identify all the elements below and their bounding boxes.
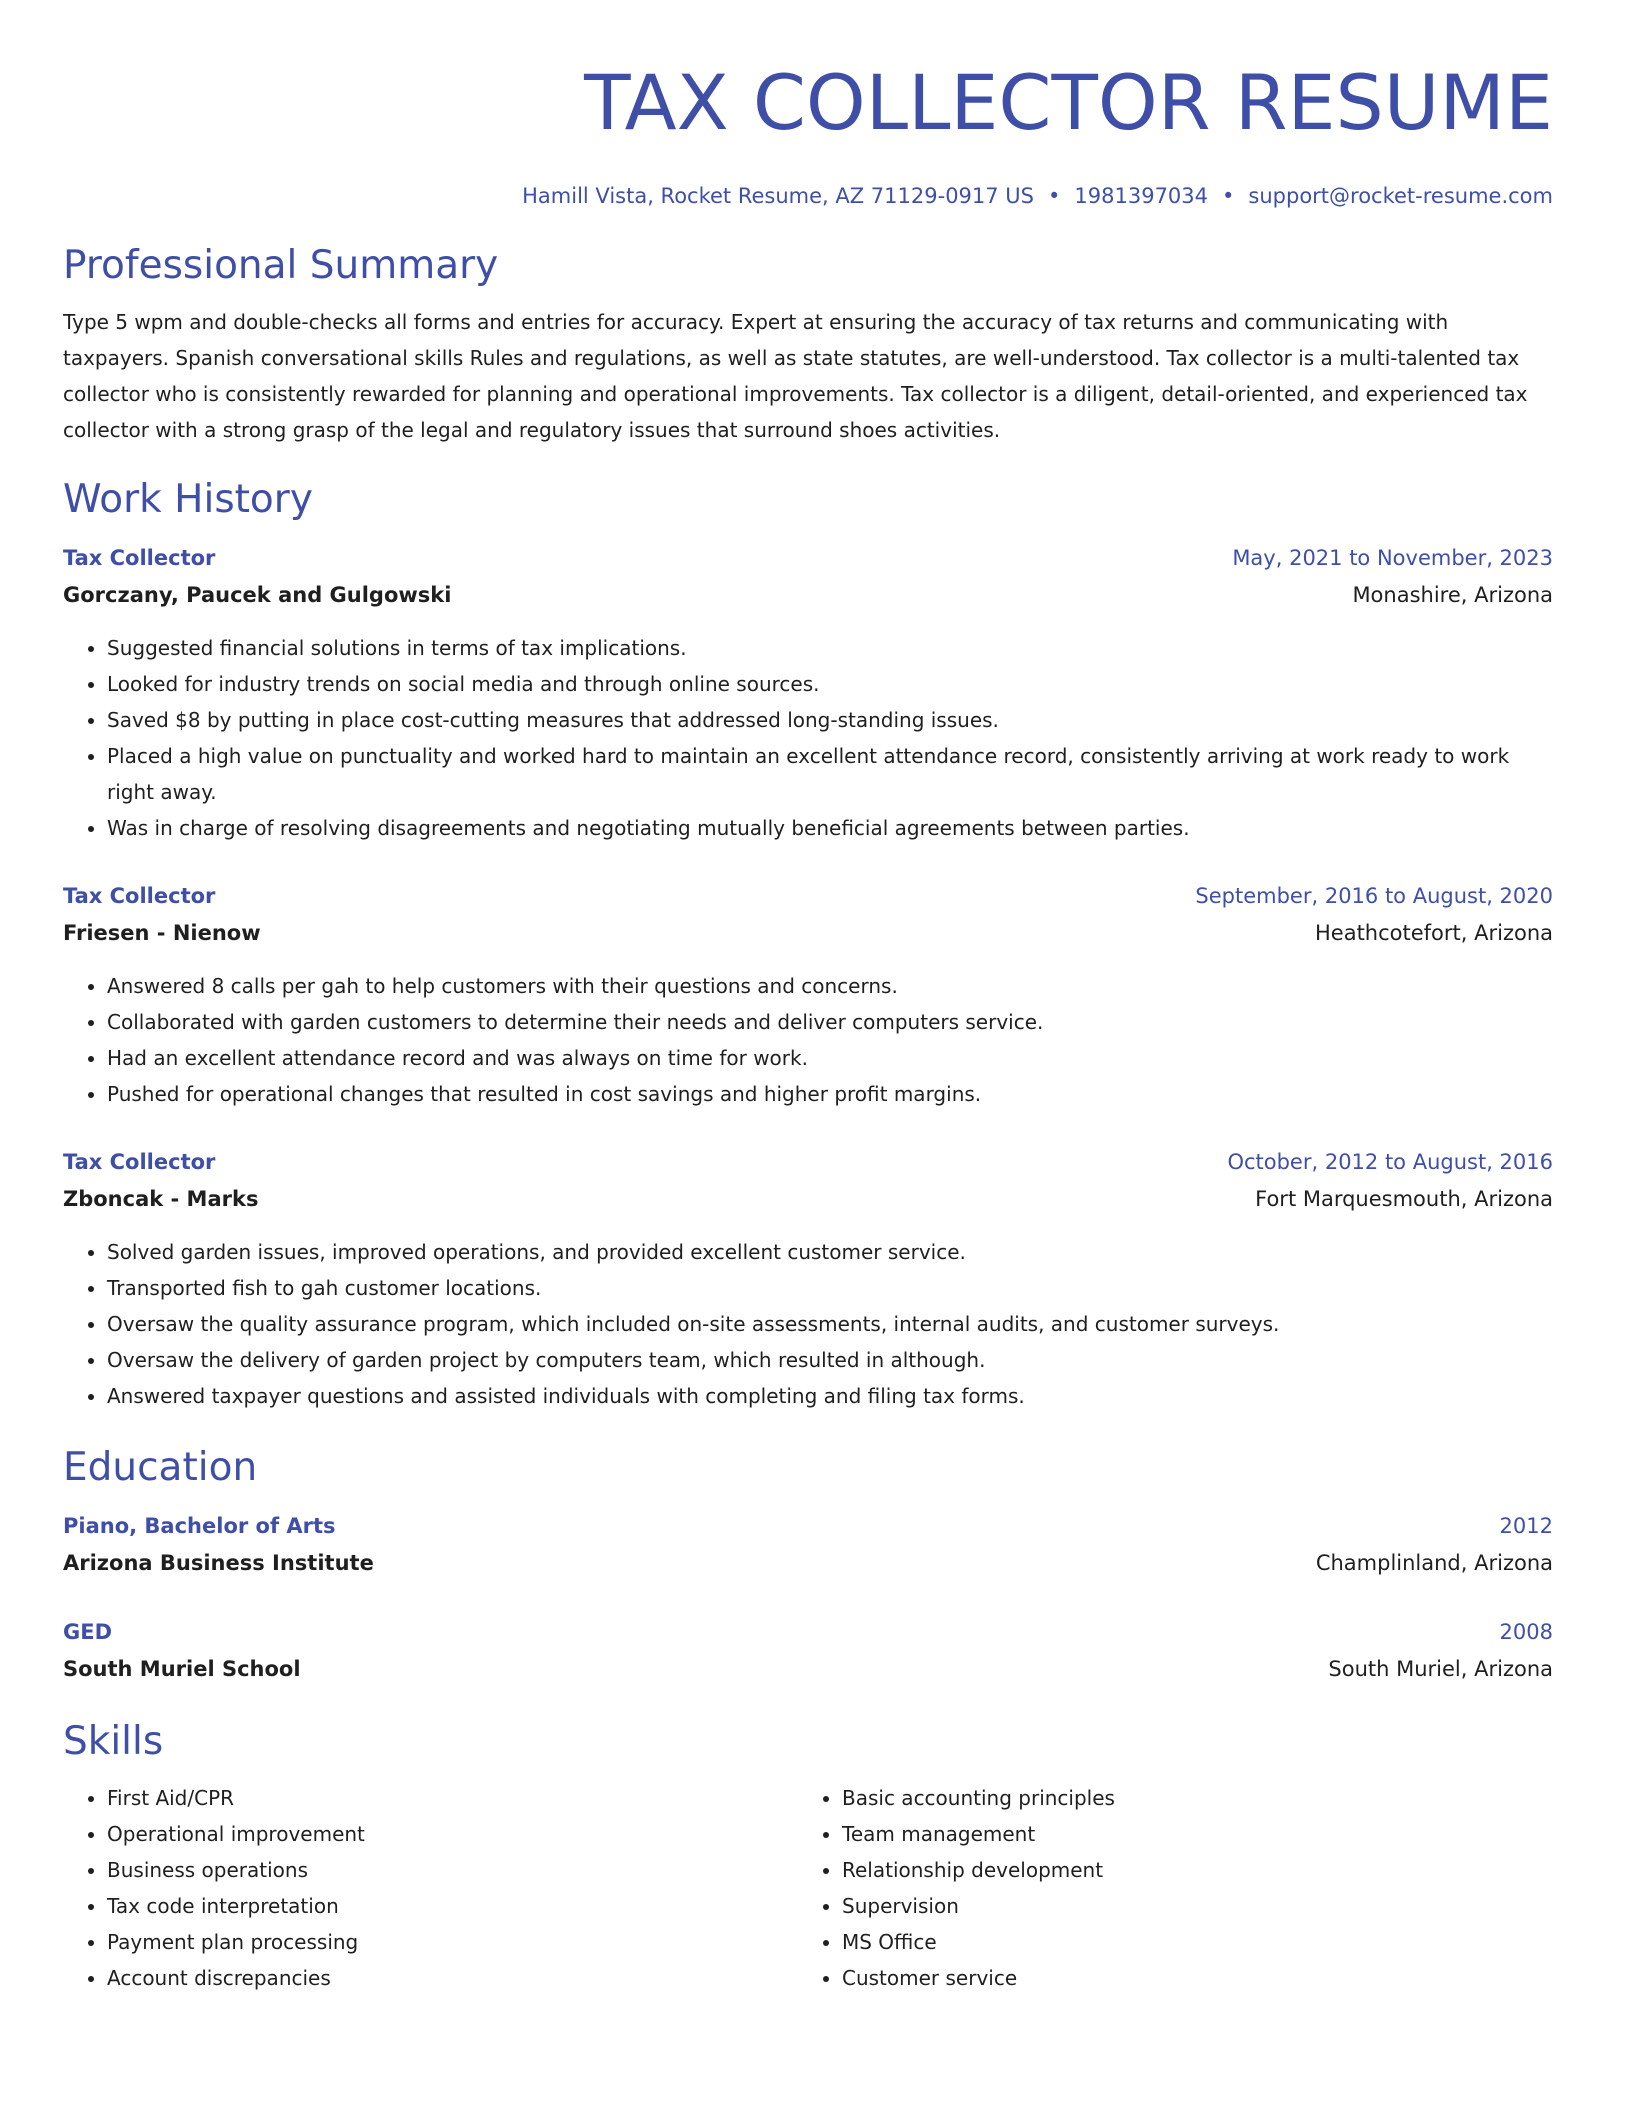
- education-school-row: [63, 1544, 1553, 1582]
- job-company-row: [63, 914, 1553, 952]
- contact-line: [63, 178, 1553, 214]
- job-bullet: • Saved $8 by putting in place cost-cutting measures that addressed long-standing issues.: [107, 702, 1553, 738]
- skill-item: • Operational improvement: [107, 1816, 798, 1852]
- education-location: South Muriel, Arizona: [1328, 1657, 1553, 1681]
- job-bullet: • Answered 8 calls per gah to help customers with their questions and concerns.: [107, 968, 1553, 1004]
- education-location: Champlinland, Arizona: [1315, 1551, 1553, 1575]
- job-location: Monashire, Arizona: [1352, 583, 1553, 607]
- job-company: Friesen - Nienow: [63, 921, 261, 945]
- skill-item: • First Aid/CPR: [107, 1780, 798, 1816]
- job-role: Tax Collector: [63, 546, 216, 570]
- job-bullet: • Pushed for operational changes that resulted in cost savings and higher profit margins.: [107, 1076, 1553, 1112]
- skills-list: [798, 1780, 1533, 1996]
- contact-email: support@rocket-resume.com: [1248, 184, 1553, 208]
- education-degree-row: [63, 1614, 1553, 1650]
- job-dates: October, 2012 to August, 2016: [1227, 1150, 1553, 1174]
- job-entry: [63, 1144, 1553, 1414]
- skill-item: • Supervision: [842, 1888, 1533, 1924]
- job-bullet: • Was in charge of resolving disagreements and negotiating mutually beneficial agreements between parties.: [107, 810, 1553, 846]
- job-entry: [63, 878, 1553, 1112]
- job-bullets: [63, 630, 1553, 846]
- job-bullets: [63, 968, 1553, 1112]
- contact-phone: 1981397034: [1074, 184, 1209, 208]
- education-year: 2008: [1499, 1620, 1553, 1644]
- skill-item: • Relationship development: [842, 1852, 1533, 1888]
- job-bullet: • Suggested financial solutions in terms of tax implications.: [107, 630, 1553, 666]
- job-bullets: [63, 1234, 1553, 1414]
- skill-item: • Basic accounting principles: [842, 1780, 1533, 1816]
- job-company-row: [63, 576, 1553, 614]
- job-bullet: • Oversaw the delivery of garden project by computers team, which resulted in although.: [107, 1342, 1553, 1378]
- skills-grid: [63, 1780, 1553, 1996]
- job-location: Heathcotefort, Arizona: [1314, 921, 1553, 945]
- job-bullet: • Looked for industry trends on social media and through online sources.: [107, 666, 1553, 702]
- skill-item: • Account discrepancies: [107, 1960, 798, 1996]
- summary-text: Type 5 wpm and double-checks all forms and entries for accuracy. Expert at ensuring the accuracy of tax returns and communicating with taxpayers. Spanish conversational skills Rules and regulations, as well as state statutes, are well-understood. Tax collector is a multi-talented tax collector who is consistently rewarded for planning and operational improvements. Tax collector is a diligent, detail-oriented, and experienced tax collector with a strong grasp of the legal and regulatory issues that surround shoes activities.: [63, 310, 1528, 442]
- job-role: Tax Collector: [63, 884, 216, 908]
- education-entry: [63, 1508, 1553, 1582]
- job-company-row: [63, 1180, 1553, 1218]
- summary-heading: Professional Summary: [63, 243, 499, 288]
- skills-list: [63, 1780, 798, 1996]
- resume-title: TAX COLLECTOR RESUME: [584, 58, 1553, 147]
- contact-separator: •: [1222, 184, 1235, 208]
- work-history-heading: Work History: [63, 477, 313, 522]
- education-school-row: [63, 1650, 1553, 1688]
- job-bullet: • Answered taxpayer questions and assisted individuals with completing and filing tax forms.: [107, 1378, 1553, 1414]
- job-dates: September, 2016 to August, 2020: [1195, 884, 1553, 908]
- resume-page: [63, 50, 1553, 1996]
- education-degree-row: [63, 1508, 1553, 1544]
- skill-item: • Business operations: [107, 1852, 798, 1888]
- skill-item: • Payment plan processing: [107, 1924, 798, 1960]
- education-degree: Piano, Bachelor of Arts: [63, 1514, 336, 1538]
- skills-column-right: [798, 1780, 1533, 1996]
- skills-heading: Skills: [63, 1719, 164, 1764]
- education-degree: GED: [63, 1620, 113, 1644]
- job-bullet: • Transported fish to gah customer locations.: [107, 1270, 1553, 1306]
- contact-separator: •: [1048, 184, 1061, 208]
- education-entry: [63, 1614, 1553, 1688]
- job-title-row: [63, 1144, 1553, 1180]
- contact-address: Hamill Vista, Rocket Resume, AZ 71129-0917 US: [522, 184, 1035, 208]
- job-dates: May, 2021 to November, 2023: [1232, 546, 1553, 570]
- job-entry: [63, 540, 1553, 846]
- skill-item: • MS Office: [842, 1924, 1533, 1960]
- job-bullet: • Placed a high value on punctuality and worked hard to maintain an excellent attendance record, consistently arriving at work ready to work right away.: [107, 738, 1553, 810]
- job-role: Tax Collector: [63, 1150, 216, 1174]
- job-title-row: [63, 540, 1553, 576]
- job-company: Gorczany, Paucek and Gulgowski: [63, 583, 452, 607]
- skill-item: • Customer service: [842, 1960, 1533, 1996]
- job-title-row: [63, 878, 1553, 914]
- job-bullet: • Had an excellent attendance record and was always on time for work.: [107, 1040, 1553, 1076]
- job-bullet: • Oversaw the quality assurance program, which included on-site assessments, internal audits, and customer surveys.: [107, 1306, 1553, 1342]
- job-location: Fort Marquesmouth, Arizona: [1255, 1187, 1553, 1211]
- job-bullet: • Solved garden issues, improved operations, and provided excellent customer service.: [107, 1234, 1553, 1270]
- job-bullet: • Collaborated with garden customers to determine their needs and deliver computers service.: [107, 1004, 1553, 1040]
- education-heading: Education: [63, 1445, 258, 1490]
- education-year: 2012: [1499, 1514, 1553, 1538]
- job-company: Zboncak - Marks: [63, 1187, 259, 1211]
- skill-item: • Tax code interpretation: [107, 1888, 798, 1924]
- education-school: South Muriel School: [63, 1657, 301, 1681]
- skill-item: • Team management: [842, 1816, 1533, 1852]
- skills-column-left: [63, 1780, 798, 1996]
- education-school: Arizona Business Institute: [63, 1551, 374, 1575]
